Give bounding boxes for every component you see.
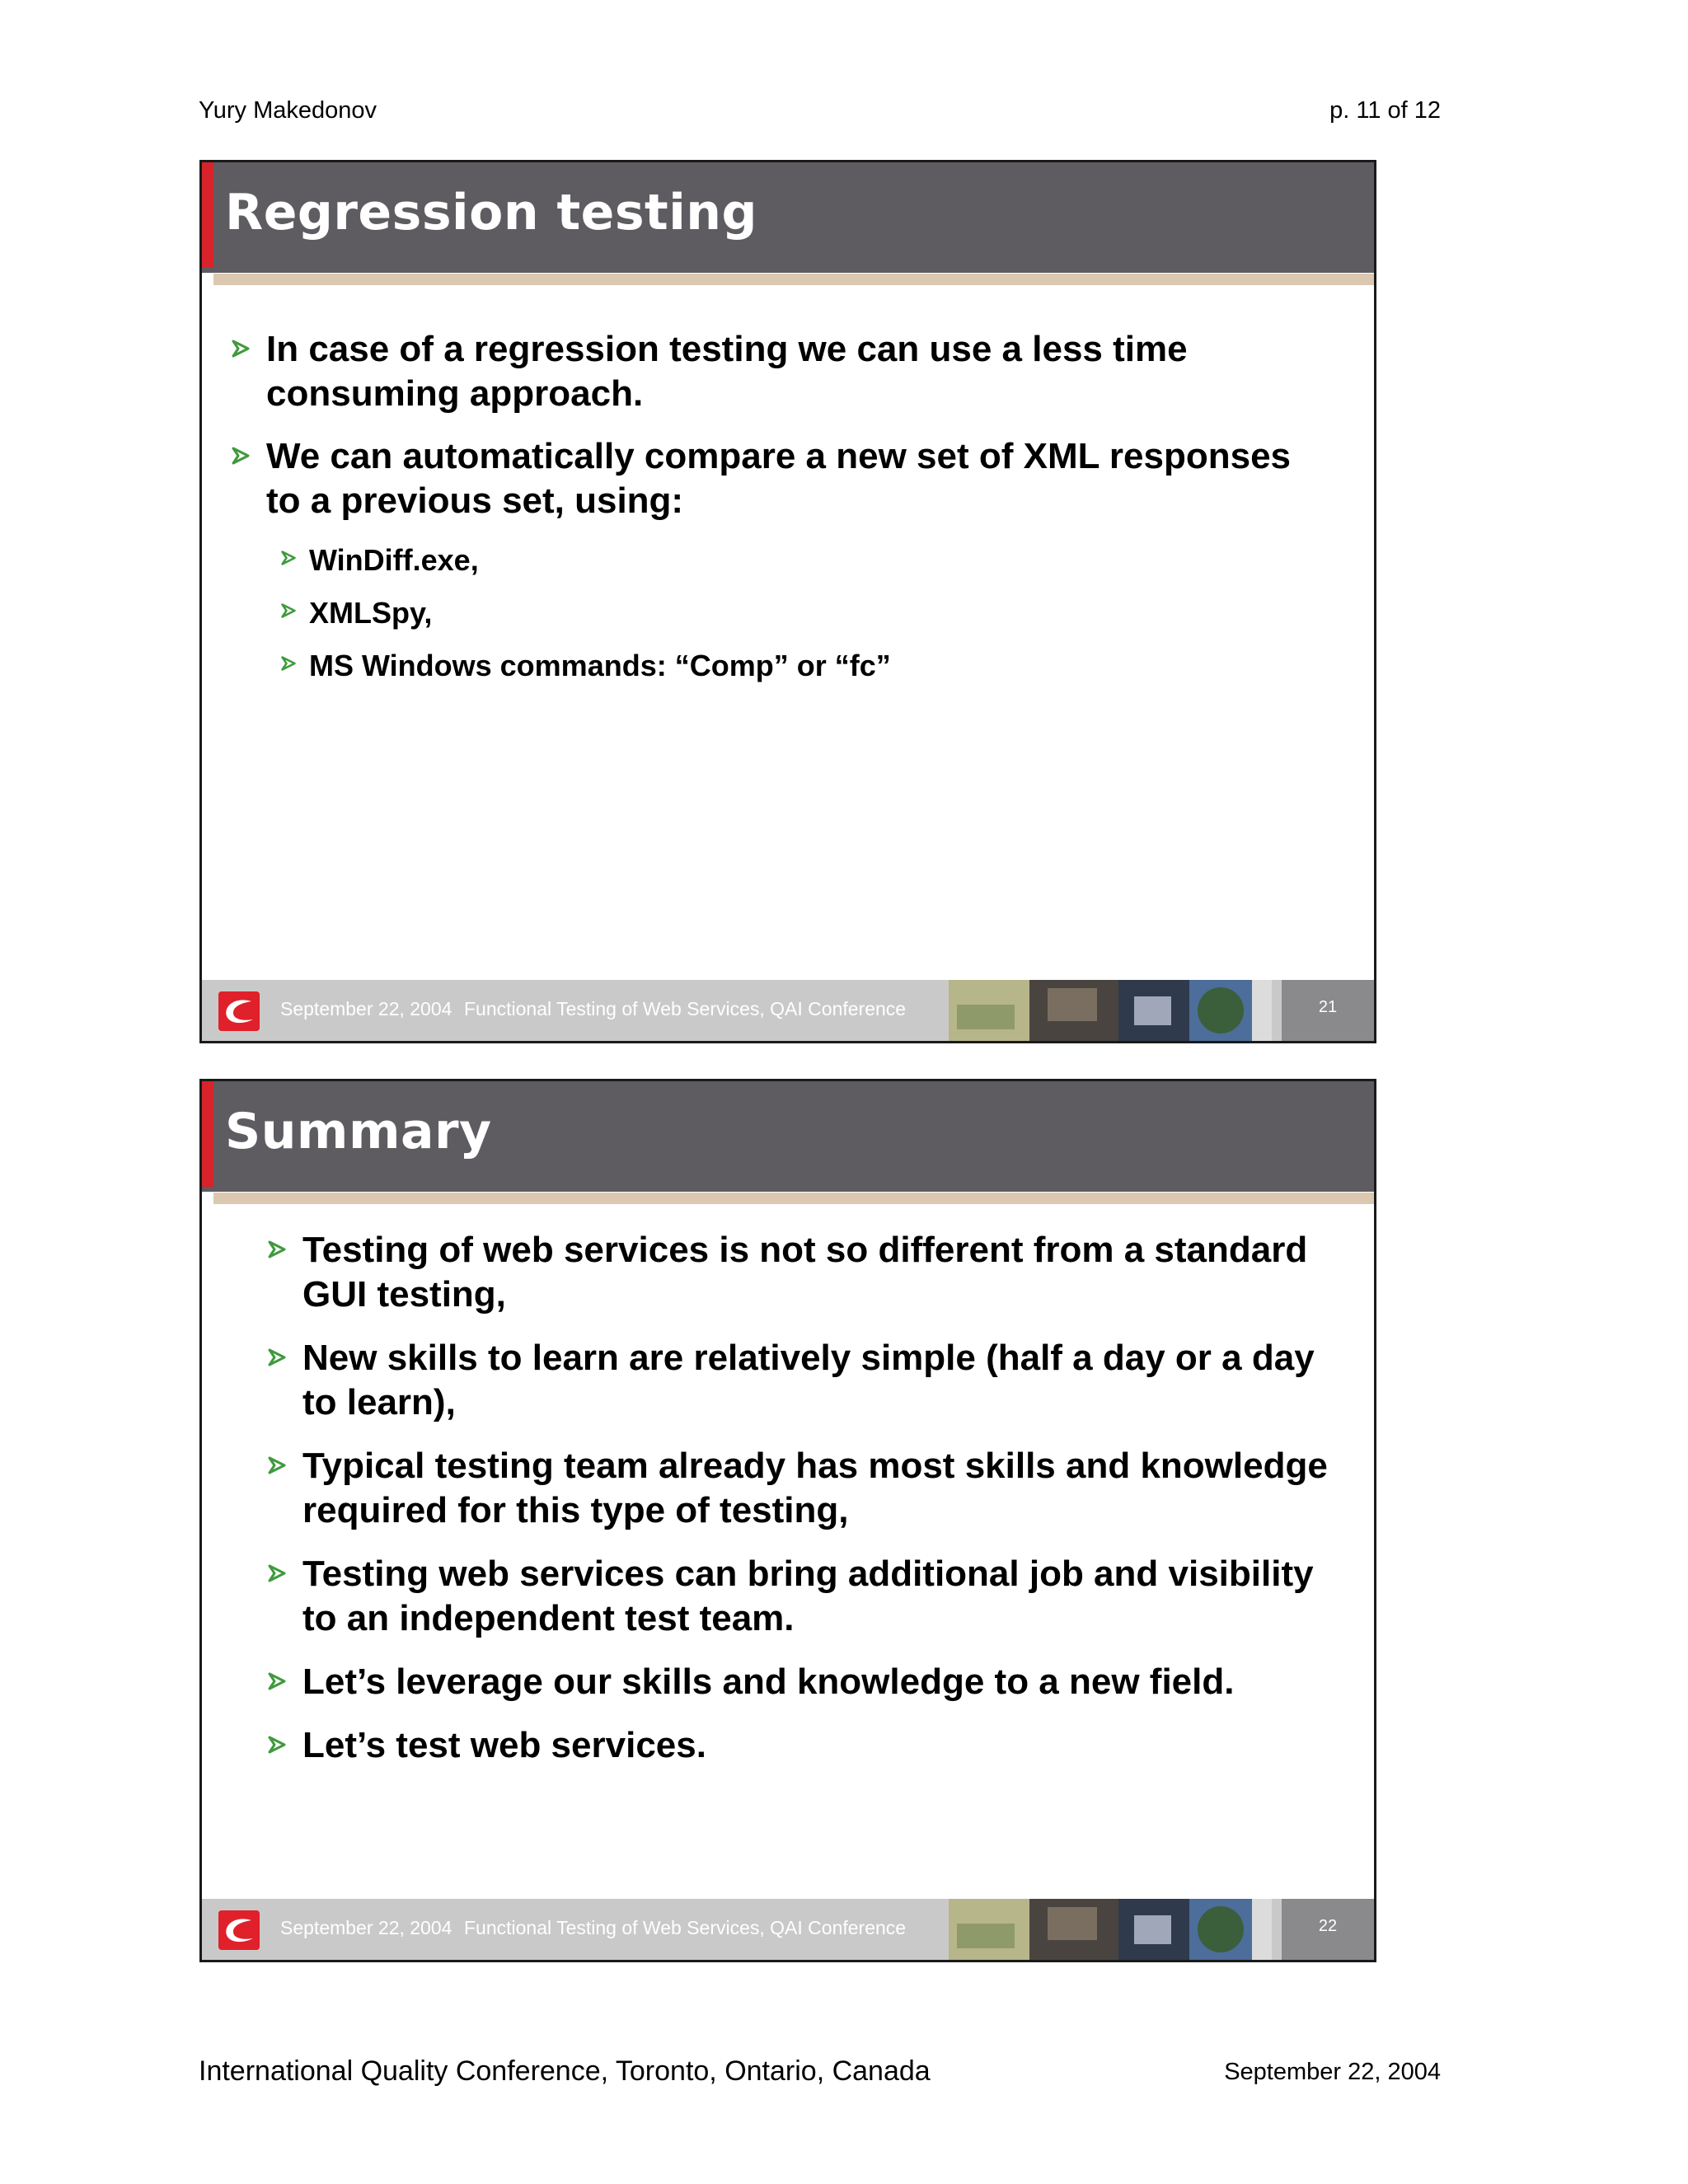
bullet-item — [266, 1444, 1354, 1533]
title-accent-red — [202, 162, 213, 268]
company-logo-icon — [218, 991, 260, 1031]
footer-date: September 22, 2004 — [280, 1917, 452, 1938]
title-accent-tan — [213, 274, 1374, 285]
bullet-text: Let’s leverage our skills and knowledge to a new field. — [302, 1661, 1235, 1702]
arrow-bullet-icon — [266, 1563, 288, 1583]
slide-footer — [202, 980, 1374, 1041]
arrow-bullet-icon — [266, 1347, 288, 1367]
arrow-bullet-icon — [230, 339, 251, 359]
sub-bullet-item — [279, 647, 1374, 685]
slide-title: Summary — [225, 1103, 492, 1160]
slide-number-box — [1275, 1899, 1374, 1960]
slide-content — [202, 327, 1374, 700]
arrow-bullet-icon — [230, 446, 251, 466]
title-accent-tan — [213, 1193, 1374, 1204]
sub-bullet-item — [279, 541, 1374, 579]
bullet-text: We can automatically compare a new set of XML responses to a previous set, using: — [266, 436, 1292, 521]
bullet-item — [230, 327, 1301, 416]
page-number: p. 11 of 12 — [1329, 97, 1441, 124]
slide-number: 21 — [1318, 998, 1338, 1016]
slide-number: 22 — [1318, 1917, 1338, 1935]
sub-bullet-text: XMLSpy, — [309, 596, 433, 630]
slide-footer — [202, 1899, 1374, 1960]
footer-conference: Functional Testing of Web Services, QAI Conference — [464, 1917, 907, 1938]
arrow-bullet-icon — [279, 602, 298, 619]
bullet-text: In case of a regression testing we can use a less time consuming approach. — [266, 329, 1188, 414]
bullet-text: Typical testing team already has most skills and knowledge required for this type of testing, — [302, 1446, 1328, 1530]
page-header — [0, 97, 1688, 130]
sub-bullet-item — [279, 594, 1374, 632]
arrow-bullet-icon — [279, 655, 298, 672]
photo-collage-image — [949, 980, 1272, 1041]
footer-conference: Functional Testing of Web Services, QAI Conference — [464, 998, 907, 1019]
photo-collage-image — [949, 1899, 1272, 1960]
title-accent-red — [202, 1081, 213, 1187]
footer-page-date: September 22, 2004 — [1224, 2059, 1441, 2085]
slide-title: Regression testing — [225, 184, 757, 241]
sub-bullet-text: WinDiff.exe, — [309, 543, 479, 577]
bullet-item — [266, 1723, 1354, 1768]
bullet-item — [266, 1660, 1354, 1704]
bullet-item — [230, 434, 1301, 523]
bullet-text: Testing web services can bring additional job and visibility to an independent test team. — [302, 1554, 1314, 1638]
slide-22 — [199, 1079, 1376, 1962]
arrow-bullet-icon — [266, 1735, 288, 1755]
bullet-item — [266, 1552, 1354, 1641]
page-footer — [0, 2055, 1688, 2092]
slide-number-box — [1275, 980, 1374, 1041]
bullet-text: New skills to learn are relatively simple (half a day or a day to learn), — [302, 1338, 1315, 1422]
slide-21 — [199, 160, 1376, 1043]
arrow-bullet-icon — [266, 1240, 288, 1259]
bullet-text: Testing of web services is not so different from a standard GUI testing, — [302, 1230, 1308, 1315]
sub-bullet-text: MS Windows commands: “Comp” or “fc” — [309, 649, 891, 682]
footer-date: September 22, 2004 — [280, 998, 452, 1019]
footer-conference-name: International Quality Conference, Toronto, Ontario, Canada — [199, 2055, 931, 2087]
arrow-bullet-icon — [266, 1455, 288, 1475]
bullet-item — [266, 1336, 1354, 1425]
company-logo-icon — [218, 1910, 260, 1950]
arrow-bullet-icon — [266, 1671, 288, 1691]
slide-content — [202, 1228, 1374, 1787]
bullet-text: Let’s test web services. — [302, 1725, 706, 1765]
author-name: Yury Makedonov — [199, 97, 377, 124]
arrow-bullet-icon — [279, 550, 298, 566]
bullet-item — [266, 1228, 1354, 1317]
